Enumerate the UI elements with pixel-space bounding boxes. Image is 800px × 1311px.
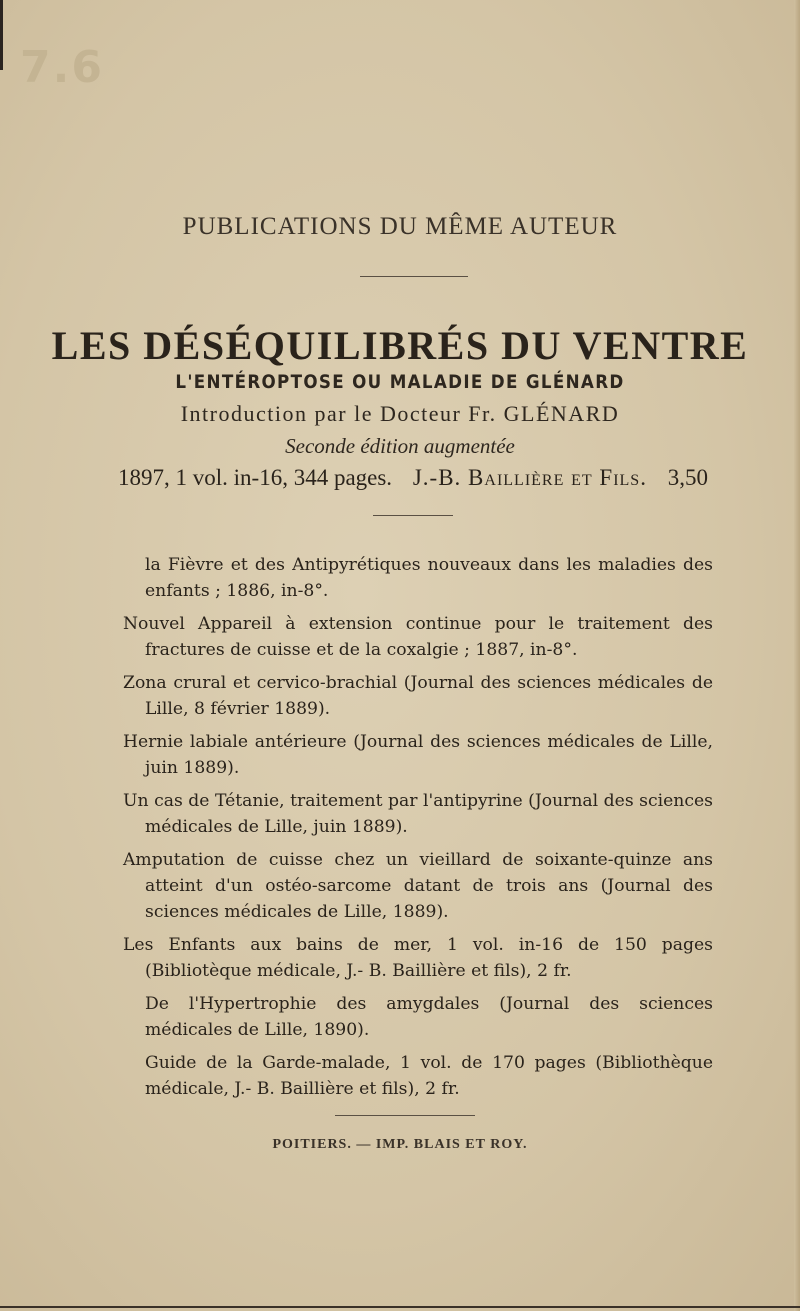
list-item: Les Enfants aux bains de mer, 1 vol. in-16 de 150 pages (Bibliotèque médicale, J.- B. Baillière et fils), 2 fr. (123, 935, 713, 981)
pub-details: 1897, 1 vol. in-16, 344 pages. (118, 465, 393, 490)
list-item: Hernie labiale antérieure (Journal des sciences médicales de Lille, juin 1889). (123, 732, 713, 778)
list-item: Guide de la Garde-malade, 1 vol. de 170 pages (Bibliothèque médicale, J.- B. Baillière et fils), 2 fr. (145, 1053, 713, 1099)
publisher: J.-B. Baillière et Fils. (412, 465, 647, 490)
book-introduction: Introduction par le Docteur Fr. GLÉNARD (180, 401, 620, 426)
page-bottom-edge (0, 1306, 800, 1308)
faded-stamp: 7.6 (20, 42, 104, 93)
book-title: LES DÉSÉQUILIBRÉS DU VENTRE (51, 323, 749, 368)
publication-list (123, 552, 713, 1109)
section-heading: PUBLICATIONS DU MÊME AUTEUR (182, 213, 618, 240)
list-item: De l'Hypertrophie des amygdales (Journal des sciences médicales de Lille, 1890). (145, 994, 713, 1040)
list-item: la Fièvre et des Antipyrétiques nouveaux dans les maladies des enfants ; 1886, in-8°. (145, 555, 713, 601)
list-item: Un cas de Tétanie, traitement par l'antipyrine (Journal des sciences médicales de Lille, juin 1889). (123, 791, 713, 837)
list-item: Amputation de cuisse chez un vieillard de soixante-quinze ans atteint d'un ostéo-sarcome datant de trois ans (Journal des sciences médicales de Lille, 1889). (123, 850, 713, 922)
page-edge-left (0, 0, 3, 70)
book-subtitle: L'ENTÉROPTOSE OU MALADIE DE GLÉNARD (175, 371, 625, 393)
divider (360, 276, 468, 277)
divider (335, 1115, 475, 1116)
price: 3,50 (667, 465, 708, 490)
list-item: Nouvel Appareil à extension continue pour le traitement des fractures de cuisse et de la coxalgie ; 1887, in-8°. (123, 614, 713, 660)
printer-imprint: POITIERS. — IMP. BLAIS ET ROY. (272, 1137, 528, 1152)
divider (373, 515, 453, 516)
page-edge-right (794, 0, 800, 1311)
book-edition: Seconde édition augmentée (285, 434, 515, 458)
list-item: Zona crural et cervico-brachial (Journal des sciences médicales de Lille, 8 février 1889). (123, 673, 713, 719)
publication-line (118, 465, 708, 491)
